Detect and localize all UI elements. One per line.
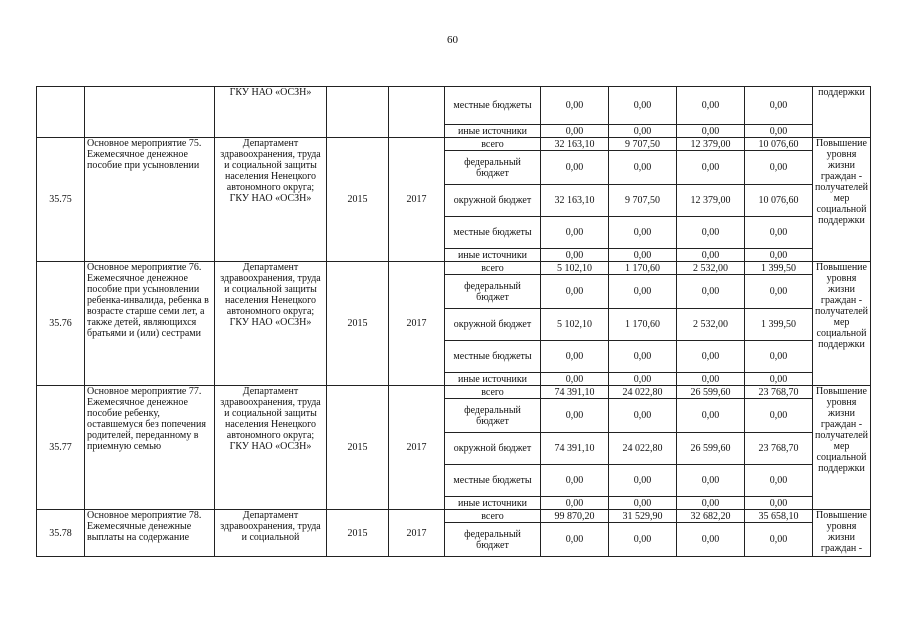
start-year-cell: 2015: [327, 262, 389, 386]
funding-source-label: местные бюджеты: [445, 465, 541, 497]
amount-cell: 1 170,60: [609, 309, 677, 341]
amount-cell: 0,00: [541, 497, 609, 510]
amount-cell: 0,00: [745, 151, 813, 185]
amount-cell: 0,00: [541, 275, 609, 309]
amount-cell: 0,00: [677, 523, 745, 557]
amount-cell: 0,00: [541, 151, 609, 185]
funding-source-label: местные бюджеты: [445, 87, 541, 125]
amount-cell: 1 170,60: [609, 262, 677, 275]
amount-cell: 0,00: [677, 373, 745, 386]
start-year-cell: 2015: [327, 138, 389, 262]
amount-cell: 26 599,60: [677, 433, 745, 465]
amount-cell: 0,00: [745, 465, 813, 497]
funding-source-label: федеральный бюджет: [445, 151, 541, 185]
end-year-cell: [389, 87, 445, 138]
amount-cell: 0,00: [541, 523, 609, 557]
amount-cell: 5 102,10: [541, 262, 609, 275]
funding-source-label: иные источники: [445, 249, 541, 262]
row-number-cell: 35.76: [37, 262, 85, 386]
result-cell: Повышение уровня жизни граждан -: [813, 510, 871, 557]
amount-cell: 1 399,50: [745, 262, 813, 275]
amount-cell: 0,00: [541, 249, 609, 262]
amount-cell: 0,00: [609, 87, 677, 125]
amount-cell: 9 707,50: [609, 138, 677, 151]
amount-cell: 0,00: [541, 217, 609, 249]
amount-cell: 2 532,00: [677, 309, 745, 341]
amount-cell: 0,00: [745, 523, 813, 557]
amount-cell: 32 163,10: [541, 185, 609, 217]
amount-cell: 0,00: [677, 275, 745, 309]
amount-cell: 0,00: [745, 125, 813, 138]
activity-title-cell: Основное мероприятие 78. Ежемесячные денежные выплаты на содержание: [85, 510, 215, 557]
amount-cell: 0,00: [609, 399, 677, 433]
amount-cell: 12 379,00: [677, 185, 745, 217]
activity-title-cell: Основное мероприятие 77. Ежемесячное денежное пособие ребенку, оставшемуся без попечения родителей, переданному в приемную семью: [85, 386, 215, 510]
amount-cell: 0,00: [745, 497, 813, 510]
amount-cell: 0,00: [677, 151, 745, 185]
amount-cell: 0,00: [677, 217, 745, 249]
amount-cell: 0,00: [745, 373, 813, 386]
program-table: [36, 86, 871, 557]
result-cell: Повышение уровня жизни граждан - получателей мер социальной поддержки: [813, 138, 871, 262]
amount-cell: 9 707,50: [609, 185, 677, 217]
activity-title-cell: [85, 87, 215, 138]
amount-cell: 0,00: [745, 87, 813, 125]
amount-cell: 0,00: [677, 249, 745, 262]
amount-cell: 0,00: [541, 341, 609, 373]
amount-cell: 0,00: [541, 87, 609, 125]
amount-cell: 0,00: [609, 125, 677, 138]
amount-cell: 0,00: [609, 497, 677, 510]
amount-cell: 99 870,20: [541, 510, 609, 523]
funding-source-label: федеральный бюджет: [445, 523, 541, 557]
table-row: [37, 510, 871, 523]
end-year-cell: 2017: [389, 386, 445, 510]
amount-cell: 10 076,60: [745, 185, 813, 217]
table-row: [37, 262, 871, 275]
page-number: 60: [447, 34, 458, 46]
amount-cell: 0,00: [745, 275, 813, 309]
table-row: [37, 138, 871, 151]
amount-cell: 0,00: [609, 275, 677, 309]
funding-source-label: иные источники: [445, 373, 541, 386]
amount-cell: 0,00: [541, 373, 609, 386]
funding-source-label: иные источники: [445, 125, 541, 138]
amount-cell: 0,00: [745, 249, 813, 262]
end-year-cell: 2017: [389, 138, 445, 262]
funding-source-label: местные бюджеты: [445, 341, 541, 373]
amount-cell: 0,00: [541, 125, 609, 138]
row-number-cell: 35.78: [37, 510, 85, 557]
amount-cell: 0,00: [745, 399, 813, 433]
amount-cell: 0,00: [745, 341, 813, 373]
amount-cell: 0,00: [745, 217, 813, 249]
amount-cell: 31 529,90: [609, 510, 677, 523]
funding-source-label: окружной бюджет: [445, 185, 541, 217]
activity-title-cell: Основное мероприятие 75. Ежемесячное денежное пособие при усыновлении: [85, 138, 215, 262]
end-year-cell: 2017: [389, 262, 445, 386]
row-number-cell: 35.75: [37, 138, 85, 262]
executor-cell: Департамент здравоохранения, труда и социальной: [215, 510, 327, 557]
amount-cell: 10 076,60: [745, 138, 813, 151]
amount-cell: 0,00: [609, 217, 677, 249]
funding-source-label: окружной бюджет: [445, 433, 541, 465]
amount-cell: 0,00: [677, 497, 745, 510]
funding-source-label: всего: [445, 262, 541, 275]
amount-cell: 35 658,10: [745, 510, 813, 523]
amount-cell: 2 532,00: [677, 262, 745, 275]
executor-cell: ГКУ НАО «ОСЗН»: [215, 87, 327, 138]
amount-cell: 0,00: [541, 465, 609, 497]
amount-cell: 0,00: [609, 151, 677, 185]
amount-cell: 5 102,10: [541, 309, 609, 341]
executor-cell: Департамент здравоохранения, труда и социальной защиты населения Ненецкого автономного округа; ГКУ НАО «ОСЗН»: [215, 138, 327, 262]
result-cell: поддержки: [813, 87, 871, 138]
amount-cell: 0,00: [609, 341, 677, 373]
row-number-cell: [37, 87, 85, 138]
amount-cell: 12 379,00: [677, 138, 745, 151]
result-cell: Повышение уровня жизни граждан - получателей мер социальной поддержки: [813, 386, 871, 510]
amount-cell: 0,00: [677, 465, 745, 497]
start-year-cell: 2015: [327, 386, 389, 510]
amount-cell: 74 391,10: [541, 433, 609, 465]
funding-source-label: всего: [445, 138, 541, 151]
executor-cell: Департамент здравоохранения, труда и социальной защиты населения Ненецкого автономного округа; ГКУ НАО «ОСЗН»: [215, 262, 327, 386]
amount-cell: 24 022,80: [609, 433, 677, 465]
funding-source-label: местные бюджеты: [445, 217, 541, 249]
funding-source-label: иные источники: [445, 497, 541, 510]
table-row: [37, 386, 871, 399]
amount-cell: 23 768,70: [745, 433, 813, 465]
amount-cell: 23 768,70: [745, 386, 813, 399]
amount-cell: 74 391,10: [541, 386, 609, 399]
table-row: [37, 87, 871, 125]
row-number-cell: 35.77: [37, 386, 85, 510]
amount-cell: 24 022,80: [609, 386, 677, 399]
activity-title-cell: Основное мероприятие 76. Ежемесячное денежное пособие при усыновлении ребенка-инвалида, ребенка в возрасте старше семи лет, а также детей, являющихся братьями и (или) сестрами: [85, 262, 215, 386]
amount-cell: 0,00: [677, 87, 745, 125]
amount-cell: 0,00: [609, 249, 677, 262]
funding-source-label: всего: [445, 510, 541, 523]
amount-cell: 26 599,60: [677, 386, 745, 399]
executor-cell: Департамент здравоохранения, труда и социальной защиты населения Ненецкого автономного округа; ГКУ НАО «ОСЗН»: [215, 386, 327, 510]
amount-cell: 0,00: [541, 399, 609, 433]
amount-cell: 0,00: [677, 341, 745, 373]
amount-cell: 0,00: [677, 399, 745, 433]
amount-cell: 32 682,20: [677, 510, 745, 523]
funding-source-label: окружной бюджет: [445, 309, 541, 341]
funding-source-label: всего: [445, 386, 541, 399]
amount-cell: 0,00: [609, 373, 677, 386]
result-cell: Повышение уровня жизни граждан - получателей мер социальной поддержки: [813, 262, 871, 386]
funding-source-label: федеральный бюджет: [445, 275, 541, 309]
amount-cell: 0,00: [677, 125, 745, 138]
amount-cell: 1 399,50: [745, 309, 813, 341]
end-year-cell: 2017: [389, 510, 445, 557]
funding-source-label: федеральный бюджет: [445, 399, 541, 433]
start-year-cell: 2015: [327, 510, 389, 557]
amount-cell: 0,00: [609, 523, 677, 557]
amount-cell: 0,00: [609, 465, 677, 497]
amount-cell: 32 163,10: [541, 138, 609, 151]
start-year-cell: [327, 87, 389, 138]
